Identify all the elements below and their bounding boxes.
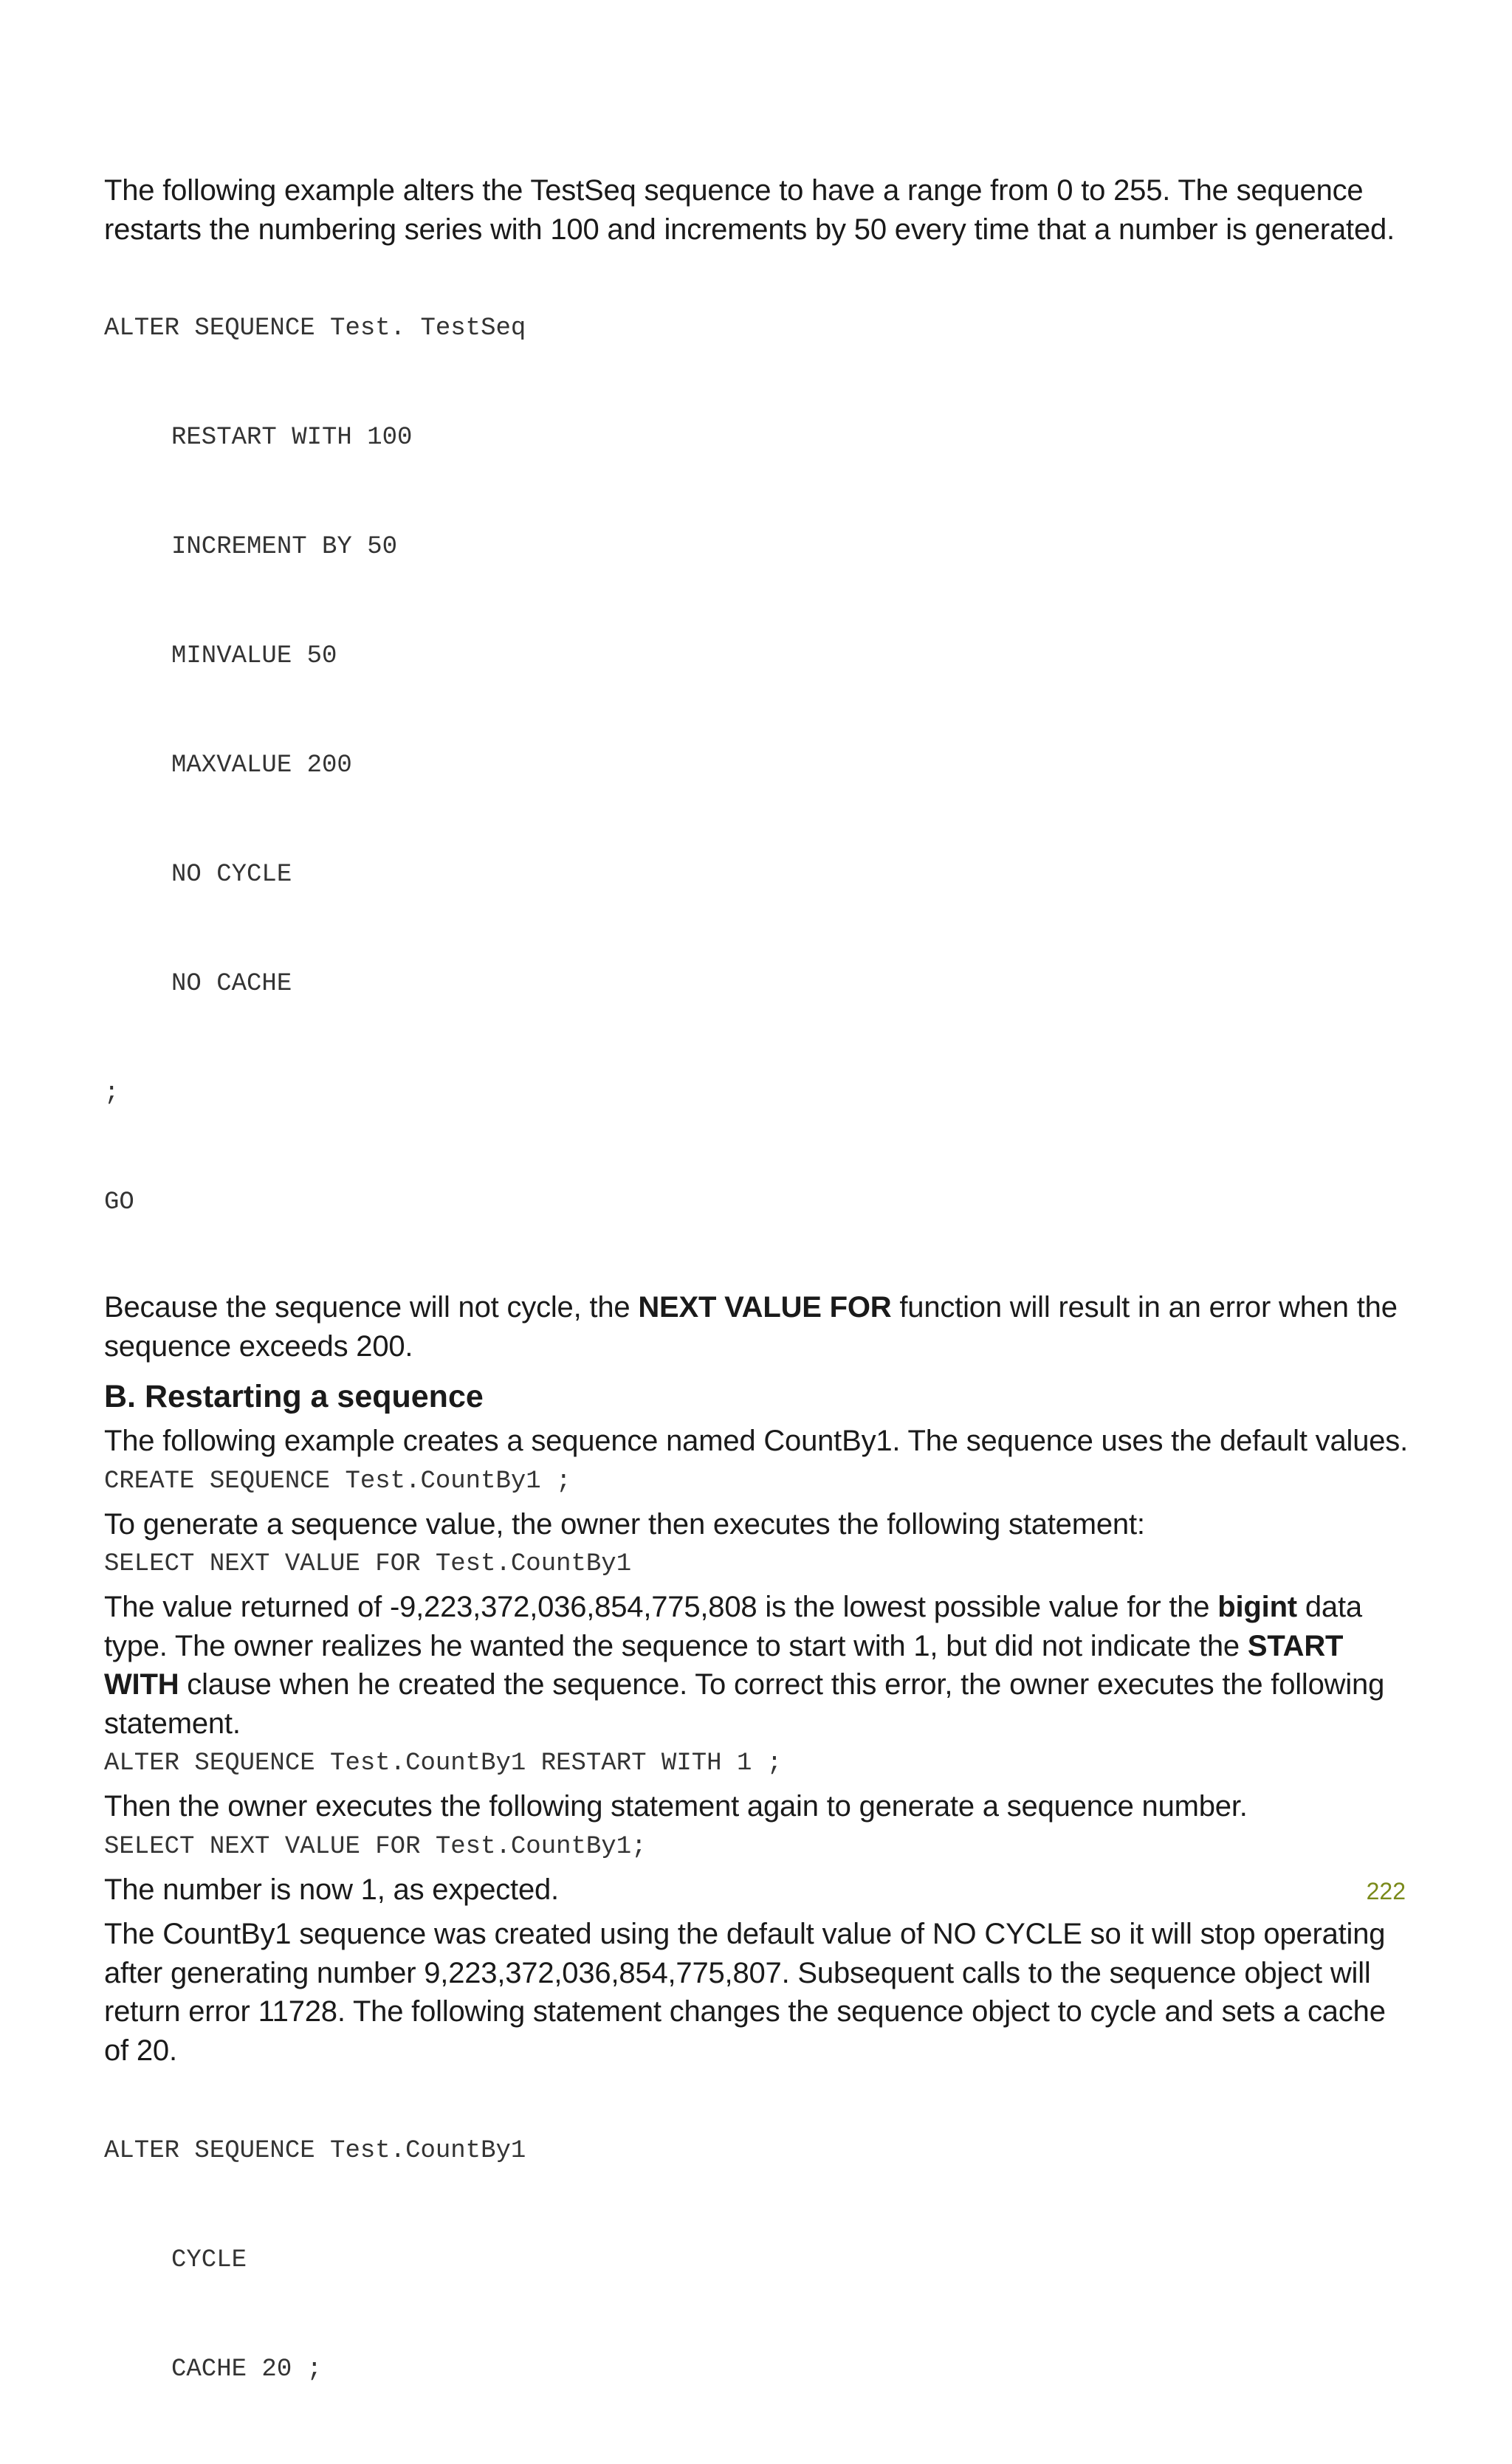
code-line: ALTER SEQUENCE Test. TestSeq [104, 314, 526, 343]
page-number: 222 [1366, 1878, 1406, 1904]
code-line: RESTART WITH 100 [171, 424, 413, 452]
result-paragraph: The number is now 1, as expected. [104, 1873, 559, 1906]
intro-paragraph: The following example alters the TestSeq sequence to have a range from 0 to 255. The sequence restarts the numbering series with 100 and increments by 50 every time that a number is generated. [104, 174, 1395, 246]
restart-sequence-code: ALTER SEQUENCE Test.CountBy1 RESTART WITH 1 ; [104, 1749, 783, 1778]
text-run: clause when he created the sequence. To correct this error, the owner executes the following statement. [104, 1668, 1385, 1740]
code-line: ; [104, 1079, 120, 1107]
text-run: function will result in an error when the sequence exceeds 200. [104, 1291, 1398, 1363]
create-sequence-code: CREATE SEQUENCE Test.CountBy1 ; [104, 1467, 571, 1496]
execute-again-paragraph: Then the owner executes the following statement again to generate a sequence number. [104, 1790, 1248, 1823]
alter-sequence-code-block [104, 255, 1411, 1288]
page-content [104, 171, 1411, 2464]
bold-keyword: NEXT VALUE FOR [638, 1291, 892, 1324]
lowest-value-paragraph [104, 1588, 1411, 1743]
no-cycle-paragraph [104, 1288, 1411, 1366]
alter-cycle-code-block [104, 2077, 1411, 2464]
code-line: CYCLE [171, 2246, 247, 2274]
bold-keyword: START WITH [104, 1629, 1344, 1701]
code-line: INCREMENT BY 50 [171, 533, 398, 561]
select-next-value-code: SELECT NEXT VALUE FOR Test.CountBy1; [104, 1832, 647, 1861]
text-run: data type. The owner realizes he wanted the sequence to start with 1, but did not indicate the [104, 1591, 1362, 1662]
code-line: MAXVALUE 200 [171, 751, 352, 780]
code-line: ALTER SEQUENCE Test.CountBy1 [104, 2137, 526, 2165]
countby1-intro-paragraph: The following example creates a sequence named CountBy1. The sequence uses the default values. [104, 1425, 1409, 1457]
generate-value-paragraph: To generate a sequence value, the owner then executes the following statement: [104, 1507, 1145, 1541]
bold-keyword: bigint [1217, 1591, 1297, 1623]
code-line: CACHE 20 ; [171, 2355, 323, 2384]
text-run: Because the sequence will not cycle, the [104, 1291, 639, 1324]
select-next-value-code: SELECT NEXT VALUE FOR Test.CountBy1 [104, 1550, 632, 1578]
cycle-explanation-paragraph: The CountBy1 sequence was created using the default value of NO CYCLE so it will stop operating after generating number 9,223,372,036,854,775,807. Subsequent calls to the sequence object will return error 11728. The following statement changes the sequence object to cycle and sets a cache of 20. [104, 1918, 1386, 2067]
section-heading: B. Restarting a sequence [104, 1379, 484, 1414]
code-line: NO CYCLE [171, 861, 292, 889]
code-line: GO [104, 1188, 134, 1216]
text-run: The value returned of -9,223,372,036,854,775,808 is the lowest possible value for the [104, 1591, 1218, 1623]
code-line: MINVALUE 50 [171, 642, 337, 670]
code-line: NO CACHE [171, 970, 292, 998]
